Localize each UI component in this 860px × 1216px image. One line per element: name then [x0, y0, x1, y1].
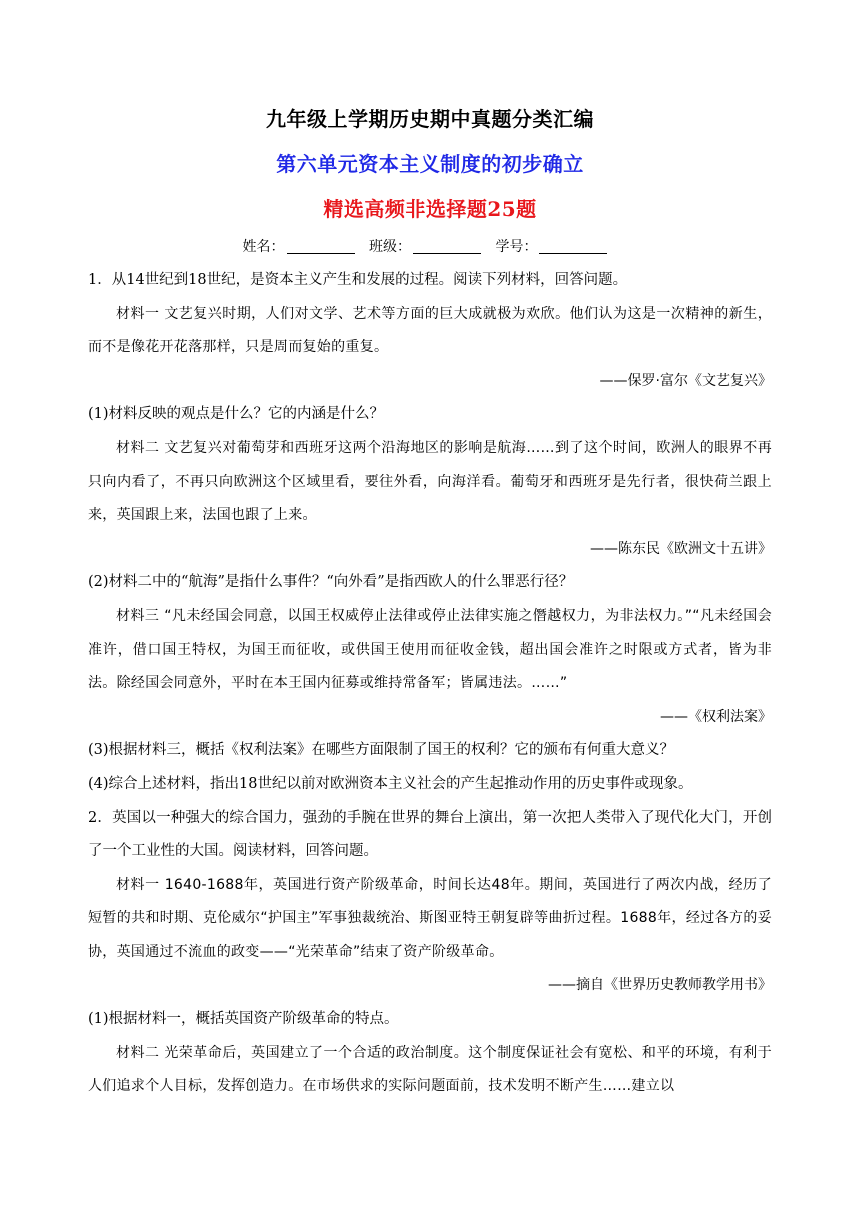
q1-material-1-source: ——保罗·富尔《文艺复兴》	[599, 372, 772, 389]
question-2-stem: 2．英国以一种强大的综合国力，强劲的手腕在世界的舞台上演出，第一次把人类带入了现代化大门，开创了一个工业性的大国。阅读材料，回答问题。	[88, 809, 772, 860]
q1-subquestion-3: (3)根据材料三，概括《权利法案》在哪些方面限制了国王的权利？它的颁布有何重大意义？	[88, 742, 675, 759]
q1-material-2: 材料二 文艺复兴对葡萄芽和西班牙这两个沿海地区的影响是航海……到了这个时间，欧洲人的眼界不再只向内看了，不再只向欧洲这个区域里看，要往外看，向海洋看。葡萄牙和西班牙是先行者，很快荷兰跟上来，英国跟上来，法国也跟了上来。	[88, 439, 772, 524]
document-subtitle: 精选高频非选择题25题	[323, 197, 537, 221]
q2-material-1-source: ——摘自《世界历史教师教学用书》	[548, 977, 772, 994]
q1-material-3: 材料三 “凡未经国会同意，以国王权威停止法律或停止法律实施之僭越权力，为非法权力。”“凡未经国会准许，借口国王特权，为国王而征收，或供国王使用而征收金钱，超出国会准许之时限或方式者，皆为非法。除经国会同意外，平时在本王国内征募或维持常备军；皆属违法。……”	[88, 607, 772, 692]
question-1-stem: 1．从14世纪到18世纪，是资本主义产生和发展的过程。阅读下列材料，回答问题。	[88, 272, 628, 288]
q1-subquestion-1: (1)材料反映的观点是什么？它的内涵是什么？	[88, 406, 385, 423]
id-blank	[539, 239, 607, 254]
q2-material-1: 材料一 1640-1688年，英国进行资产阶级革命，时间长达48年。期间，英国进行了两次内战，经历了短暂的共和时期、克伦威尔“护国主”军事独裁统治、斯图亚特王朝复辟等曲折过程。1688年，经过各方的妥协，英国通过不流血的政变——“光荣革命”结束了资产阶级革命。	[88, 876, 772, 960]
student-info-line	[0, 236, 860, 256]
q1-material-2-source: ——陈东民《欧洲文十五讲》	[590, 540, 772, 557]
class-label: 班级：	[369, 239, 411, 255]
q1-material-3-source: ——《权利法案》	[660, 708, 772, 725]
unit-title: 第六单元资本主义制度的初步确立	[276, 152, 584, 176]
q1-subquestion-2: (2)材料二中的“航海”是指什么事件？“向外看”是指西欧人的什么罪恶行径？	[88, 574, 574, 591]
document-title: 九年级上学期历史期中真题分类汇编	[266, 107, 594, 131]
id-label: 学号：	[495, 239, 538, 255]
q2-material-2: 材料二 光荣革命后，英国建立了一个合适的政治制度。这个制度保证社会有宽松、和平的环境，有利于人们追求个人目标，发挥创造力。在市场供求的实际问题面前，技术发明不断产生……建立以	[88, 1044, 772, 1095]
q1-material-1: 材料一 文艺复兴时期，人们对文学、艺术等方面的巨大成就极为欢欣。他们认为这是一次精神的新生，而不是像花开花落那样，只是周而复始的重复。	[88, 305, 772, 356]
class-blank	[413, 239, 481, 254]
q1-subquestion-4: (4)综合上述材料，指出18世纪以前对欧洲资本主义社会的产生起推动作用的历史事件或现象。	[88, 775, 693, 792]
document-body	[88, 264, 772, 1104]
name-label: 姓名：	[242, 239, 285, 255]
name-blank	[287, 239, 355, 254]
q2-subquestion-1: (1)根据材料一，概括英国资产阶级革命的特点。	[88, 1011, 399, 1028]
